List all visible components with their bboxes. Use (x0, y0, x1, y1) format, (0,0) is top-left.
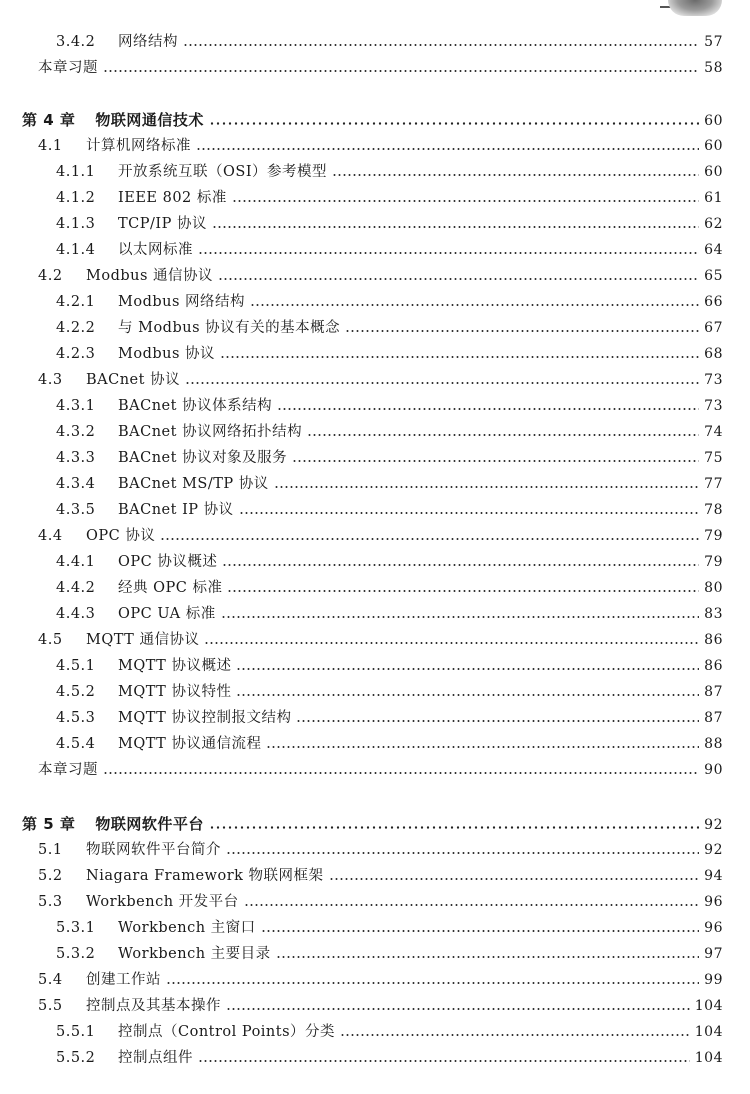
dot-leader (218, 278, 699, 280)
toc-entry-section (38, 838, 723, 862)
toc-entry-section (38, 890, 723, 914)
dot-leader (266, 746, 699, 748)
toc-entry-number: 4.1.4 (56, 242, 96, 258)
dot-leader (239, 512, 700, 514)
toc-entry-number: 4.5.4 (56, 736, 96, 752)
toc-entry-page-number: 92 (704, 842, 723, 858)
toc-entry-title: BACnet IP 协议 (118, 502, 234, 518)
dot-leader (274, 486, 699, 488)
toc-entry-number: 4.4.2 (56, 580, 96, 596)
toc-entry-title: Workbench 主要目录 (118, 946, 271, 962)
toc-entry-section (38, 524, 723, 548)
toc-entry-subsection (56, 420, 723, 444)
dot-leader (222, 564, 699, 566)
toc-entry-page-number: 77 (704, 476, 723, 492)
toc-entry-subsection (56, 732, 723, 756)
dot-leader (183, 44, 699, 46)
toc-entry-subsection (56, 602, 723, 626)
toc-entry-title: MQTT 协议通信流程 (118, 736, 262, 752)
toc-entry-subsection (56, 342, 723, 366)
toc-entry-title: 控制点及其基本操作 (86, 998, 221, 1014)
toc-entry-number: 4.1 (38, 138, 63, 154)
toc-entry-title: BACnet 协议对象及服务 (118, 450, 288, 466)
toc-entry-subsection (56, 212, 723, 236)
toc-entry-title: 控制点（Control Points）分类 (118, 1024, 336, 1040)
toc-entry-section (38, 134, 723, 158)
dot-leader (226, 1008, 690, 1010)
dot-leader (332, 174, 699, 176)
toc-entry-page-number: 60 (704, 138, 723, 154)
dot-leader (340, 1034, 690, 1036)
toc-entry-page-number: 73 (704, 398, 723, 414)
dot-leader (198, 252, 699, 254)
toc-entry-number: 4.5.1 (56, 658, 96, 674)
toc-entry-number: 5.2 (38, 868, 63, 884)
toc-entry-subsection (56, 394, 723, 418)
toc-entry-number: 3.4.2 (56, 34, 96, 50)
toc-entry-subsection (56, 290, 723, 314)
toc-entry-page-number: 92 (704, 817, 723, 833)
dot-leader (204, 642, 699, 644)
toc-entry-title: Modbus 协议 (118, 346, 216, 362)
toc-entry-title: 以太网标准 (118, 242, 193, 258)
toc-entry-subsection (56, 654, 723, 678)
toc-entry-page-number: 74 (704, 424, 723, 440)
dot-leader (103, 70, 699, 72)
toc-entry-number: 4.2.3 (56, 346, 96, 362)
toc-entry-number: 5.5 (38, 998, 63, 1014)
dot-leader (198, 1060, 690, 1062)
toc-entry-page-number: 96 (704, 920, 723, 936)
toc-entry-title: Niagara Framework 物联网框架 (86, 868, 324, 884)
toc-entry-page-number: 79 (704, 528, 723, 544)
dot-leader (277, 408, 699, 410)
toc-entry-page-number: 60 (704, 113, 723, 129)
toc-entry-chapter (22, 108, 723, 132)
toc-entry-number: 4.2 (38, 268, 63, 284)
toc-entry-page-number: 87 (704, 684, 723, 700)
toc-entry-page-number: 104 (694, 1050, 723, 1066)
dot-leader (276, 956, 700, 958)
toc-entry-page-number: 97 (704, 946, 723, 962)
toc-entry-number: 4.1.1 (56, 164, 96, 180)
toc-entry-title: MQTT 协议控制报文结构 (118, 710, 292, 726)
dot-leader (209, 826, 699, 829)
toc-entry-section (38, 264, 723, 288)
dot-leader (236, 694, 699, 696)
toc-entry-number: 4.3.2 (56, 424, 96, 440)
toc-entry-number: 4.4.3 (56, 606, 96, 622)
toc-entry-subsection (56, 680, 723, 704)
toc-entry-page-number: 78 (704, 502, 723, 518)
toc-entry-subsection (56, 30, 723, 54)
toc-entry-number: 第 4 章 (22, 111, 76, 129)
toc-entry-number: 4.4 (38, 528, 63, 544)
toc-entry-subsection (56, 942, 723, 966)
toc-entry-title: Modbus 通信协议 (86, 268, 214, 284)
toc-entry-page-number: 104 (694, 1024, 723, 1040)
toc-entry-page-number: 58 (704, 60, 723, 76)
dot-leader (296, 720, 699, 722)
toc-entry-number: 4.3.5 (56, 502, 96, 518)
toc-entry-title: 物联网通信技术 (95, 111, 204, 129)
toc-entry-title: BACnet 协议网络拓扑结构 (118, 424, 303, 440)
toc-entry-subsection (56, 498, 723, 522)
toc-entry-page-number: 94 (704, 868, 723, 884)
toc-entry-page-number: 64 (704, 242, 723, 258)
toc-entry-number: 5.3 (38, 894, 63, 910)
dot-leader (160, 538, 699, 540)
toc-entry-number: 5.3.2 (56, 946, 96, 962)
toc-entry-title: Workbench 开发平台 (86, 894, 239, 910)
toc-entry-title: 与 Modbus 协议有关的基本概念 (118, 320, 341, 336)
toc-entry-subsection (56, 1046, 723, 1070)
toc-entry-title: OPC 协议 (86, 528, 156, 544)
dot-leader (250, 304, 699, 306)
toc-entry-subsection (56, 472, 723, 496)
dot-leader (244, 904, 700, 906)
toc-entry-title: IEEE 802 标准 (118, 190, 227, 206)
toc-entry-title: MQTT 协议特性 (118, 684, 232, 700)
toc-entry-subsection (56, 160, 723, 184)
dot-leader (329, 878, 700, 880)
toc-entry-number: 4.3 (38, 372, 63, 388)
toc-entry-subsection (56, 576, 723, 600)
dot-leader (220, 356, 699, 358)
toc-entry-exercise (38, 56, 723, 80)
toc-entry-page-number: 79 (704, 554, 723, 570)
dot-leader (103, 772, 699, 774)
toc-entry-title: OPC UA 标准 (118, 606, 216, 622)
toc-entry-subsection (56, 186, 723, 210)
toc-entry-number: 4.5.3 (56, 710, 96, 726)
toc-entry-page-number: 67 (704, 320, 723, 336)
toc-entry-number: 4.5.2 (56, 684, 96, 700)
dot-leader (236, 668, 699, 670)
toc-entry-number: 5.3.1 (56, 920, 96, 936)
dot-leader (345, 330, 699, 332)
toc-entry-title: TCP/IP 协议 (118, 216, 208, 232)
toc-entry-title: Workbench 主窗口 (118, 920, 256, 936)
toc-entry-page-number: 66 (704, 294, 723, 310)
dot-leader (196, 148, 699, 150)
toc-entry-exercise (38, 758, 723, 782)
toc-entry-page-number: 75 (704, 450, 723, 466)
dot-leader (261, 930, 700, 932)
toc-entry-number: 5.4 (38, 972, 63, 988)
toc-entry-title: Modbus 网络结构 (118, 294, 246, 310)
dot-leader (292, 460, 699, 462)
toc-entry-number: 4.4.1 (56, 554, 96, 570)
toc-entry-number: 4.3.4 (56, 476, 96, 492)
toc-entry-title: MQTT 通信协议 (86, 632, 200, 648)
toc-entry-section (38, 628, 723, 652)
toc-entry-title: BACnet MS/TP 协议 (118, 476, 269, 492)
toc-entry-title: 物联网软件平台简介 (86, 842, 221, 858)
toc-entry-page-number: 99 (704, 972, 723, 988)
toc-entry-subsection (56, 550, 723, 574)
toc-entry-page-number: 86 (704, 658, 723, 674)
toc-entry-number: 5.5.1 (56, 1024, 96, 1040)
toc-entry-subsection (56, 916, 723, 940)
toc-entry-subsection (56, 1020, 723, 1044)
toc-entry-page-number: 83 (704, 606, 723, 622)
toc-entry-title: 本章习题 (38, 60, 98, 76)
toc-entry-section (38, 864, 723, 888)
toc-entry-title: BACnet 协议体系结构 (118, 398, 273, 414)
toc-entry-section (38, 368, 723, 392)
toc-entry-subsection (56, 446, 723, 470)
toc-entry-number: 4.1.2 (56, 190, 96, 206)
toc-entry-subsection (56, 316, 723, 340)
toc-entry-title: 控制点组件 (118, 1050, 193, 1066)
toc-entry-number: 4.2.1 (56, 294, 96, 310)
dot-leader (209, 122, 699, 125)
toc-entry-page-number: 86 (704, 632, 723, 648)
toc-entry-number: 5.1 (38, 842, 63, 858)
toc-entry-page-number: 60 (704, 164, 723, 180)
toc-entry-title: 计算机网络标准 (86, 138, 191, 154)
toc-entry-title: 经典 OPC 标准 (118, 580, 223, 596)
toc-entry-number: 4.1.3 (56, 216, 96, 232)
toc-entry-title: 物联网软件平台 (95, 815, 204, 833)
toc-entry-page-number: 73 (704, 372, 723, 388)
dot-leader (232, 200, 699, 202)
toc-entry-section (38, 994, 723, 1018)
toc-entry-section (38, 968, 723, 992)
toc-entry-page-number: 90 (704, 762, 723, 778)
toc-entry-number: 第 5 章 (22, 815, 76, 833)
dot-leader (185, 382, 699, 384)
toc-entry-subsection (56, 706, 723, 730)
toc-entry-title: 开放系统互联（OSI）参考模型 (118, 164, 328, 180)
toc-entry-page-number: 88 (704, 736, 723, 752)
toc-entry-page-number: 96 (704, 894, 723, 910)
toc-entry-page-number: 57 (704, 34, 723, 50)
toc-entry-page-number: 87 (704, 710, 723, 726)
dot-leader (166, 982, 699, 984)
toc-entry-page-number: 65 (704, 268, 723, 284)
dot-leader (221, 616, 699, 618)
toc-entry-number: 4.2.2 (56, 320, 96, 336)
toc-entry-page-number: 80 (704, 580, 723, 596)
toc-entry-title: 创建工作站 (86, 972, 161, 988)
toc-entry-title: 本章习题 (38, 762, 98, 778)
dot-leader (226, 852, 699, 854)
toc-entry-page-number: 68 (704, 346, 723, 362)
dot-leader (227, 590, 699, 592)
dot-leader (307, 434, 699, 436)
dot-leader (212, 226, 699, 228)
toc-entry-page-number: 61 (704, 190, 723, 206)
toc-entry-number: 4.3.1 (56, 398, 96, 414)
toc-entry-title: 网络结构 (118, 34, 178, 50)
toc-entry-subsection (56, 238, 723, 262)
toc-entry-chapter (22, 812, 723, 836)
toc-entry-title: OPC 协议概述 (118, 554, 218, 570)
toc-entry-number: 4.3.3 (56, 450, 96, 466)
toc-entry-title: MQTT 协议概述 (118, 658, 232, 674)
toc-entry-number: 5.5.2 (56, 1050, 96, 1066)
toc-entry-page-number: 62 (704, 216, 723, 232)
toc-entry-number: 4.5 (38, 632, 63, 648)
toc-entry-page-number: 104 (694, 998, 723, 1014)
toc-entry-title: BACnet 协议 (86, 372, 181, 388)
